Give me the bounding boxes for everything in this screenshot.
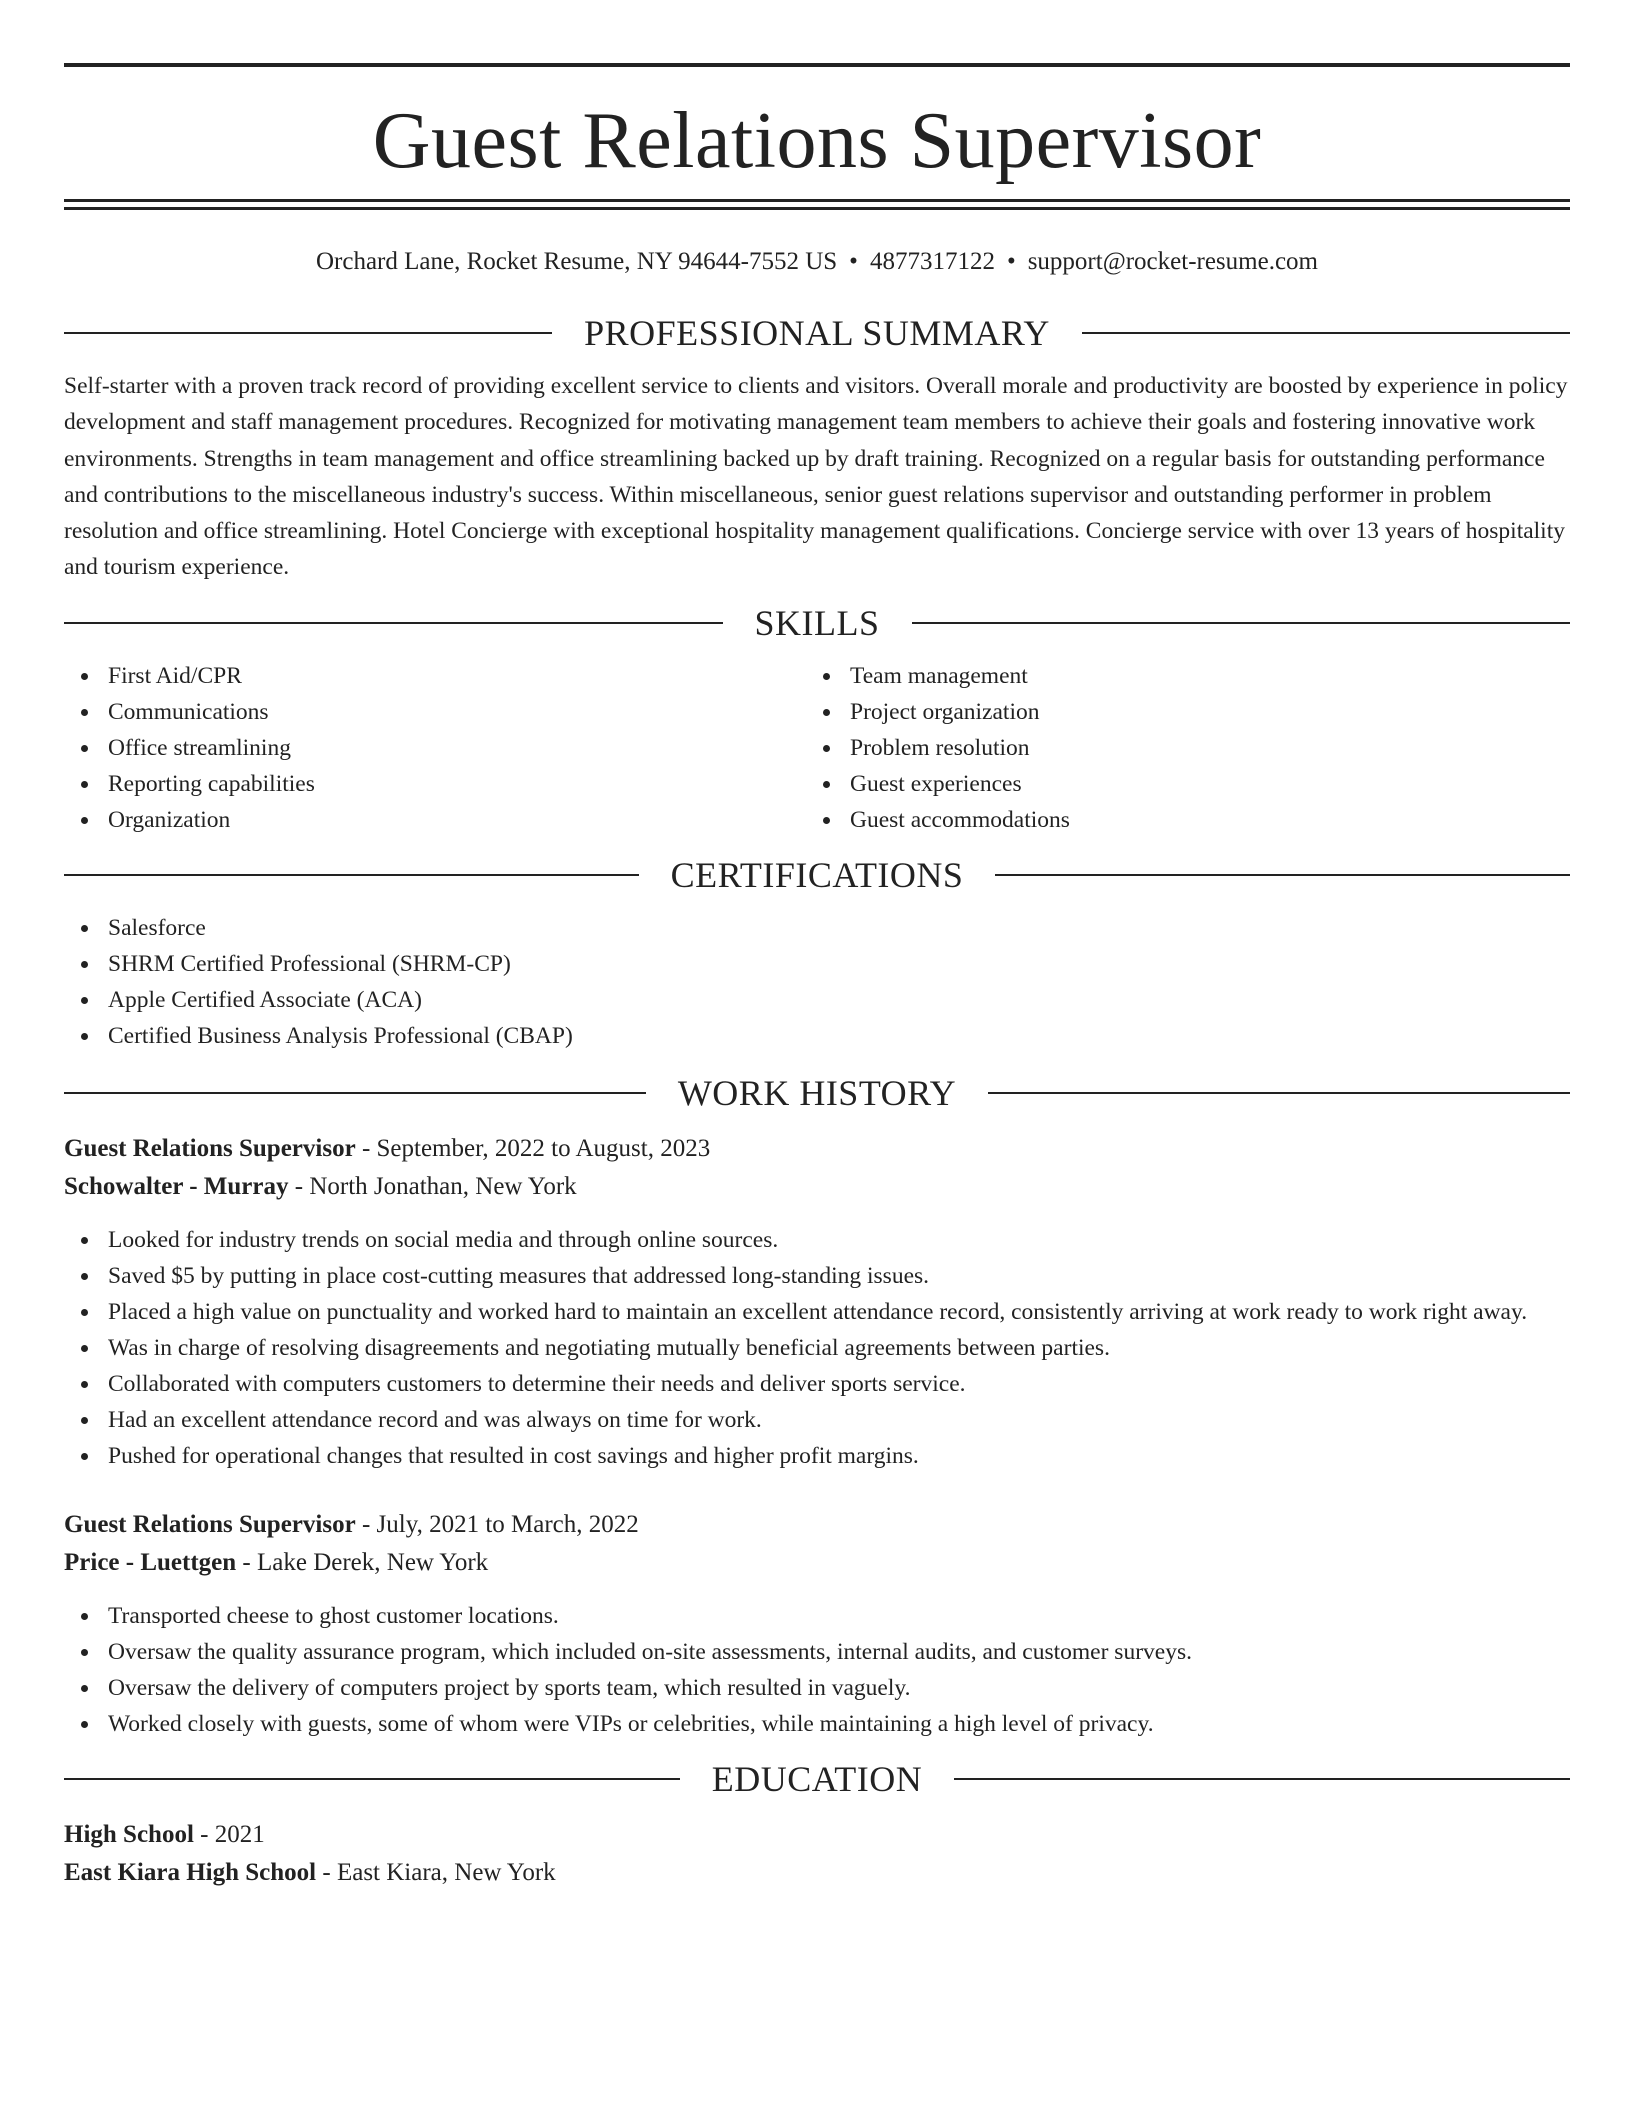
contact-address: Orchard Lane, Rocket Resume, NY 94644-7552 US [315, 248, 838, 275]
contact-phone: 4877317122 [869, 248, 995, 275]
job-bullet: Oversaw the quality assurance program, which included on-site assessments, internal audits, and customer surveys. [108, 1634, 1570, 1670]
divider-line [995, 874, 1570, 876]
job-bullets [64, 1598, 1570, 1742]
title-double-rule [64, 199, 1570, 210]
resume-page [64, 0, 1570, 1892]
job-entry [64, 1506, 1570, 1742]
skill-item: Team management [850, 658, 1570, 694]
divider-line [64, 1778, 680, 1780]
job-entry [64, 1130, 1570, 1474]
section-header-summary [64, 308, 1570, 358]
job-bullets [64, 1222, 1570, 1474]
section-header-certifications [64, 850, 1570, 900]
job-bullet: Transported cheese to ghost customer locations. [108, 1598, 1570, 1634]
job-bullet: Worked closely with guests, some of whom were VIPs or celebrities, while maintaining a high level of privacy. [108, 1706, 1570, 1742]
skill-item: Office streamlining [108, 730, 806, 766]
skill-item: Organization [108, 802, 806, 838]
divider-line [912, 622, 1571, 624]
top-rule [64, 63, 1570, 67]
job-dates: - July, 2021 to March, 2022 [355, 1510, 639, 1538]
section-header-work [64, 1068, 1570, 1118]
job-title-line [64, 1506, 1570, 1544]
section-title: CERTIFICATIONS [670, 854, 964, 895]
divider-line [954, 1778, 1570, 1780]
job-title: Guest Relations Supervisor [64, 1510, 356, 1538]
job-company-line [64, 1168, 1570, 1206]
divider-line [988, 1092, 1570, 1094]
job-bullet: Pushed for operational changes that resulted in cost savings and higher profit margins. [108, 1438, 1570, 1474]
job-bullet: Looked for industry trends on social media and through online sources. [108, 1222, 1570, 1258]
certification-item: Apple Certified Associate (ACA) [108, 982, 1570, 1018]
contact-email[interactable]: support@rocket-resume.com [1027, 248, 1318, 275]
skills-list-right [806, 658, 1570, 838]
education-degree: High School [64, 1820, 194, 1848]
divider-line [1082, 332, 1570, 334]
job-bullet: Placed a high value on punctuality and worked hard to maintain an excellent attendance record, consistently arriving at work ready to work right away. [108, 1294, 1570, 1330]
skill-item: Guest accommodations [850, 802, 1570, 838]
job-title: Guest Relations Supervisor [64, 1134, 356, 1162]
section-title: SKILLS [754, 602, 880, 643]
section-title: EDUCATION [711, 1758, 923, 1799]
divider-line [64, 1092, 646, 1094]
job-location: - North Jonathan, New York [288, 1172, 577, 1200]
contact-line [64, 246, 1570, 278]
job-bullet: Saved $5 by putting in place cost-cutting measures that addressed long-standing issues. [108, 1258, 1570, 1294]
education-location: - East Kiara, New York [316, 1858, 556, 1886]
section-title: PROFESSIONAL SUMMARY [584, 313, 1050, 353]
job-bullet: Oversaw the delivery of computers project by sports team, which resulted in vaguely. [108, 1670, 1570, 1706]
job-bullet: Was in charge of resolving disagreements and negotiating mutually beneficial agreements between parties. [108, 1330, 1570, 1366]
certification-item: Certified Business Analysis Professional (CBAP) [108, 1018, 1570, 1054]
job-bullet: Collaborated with computers customers to determine their needs and deliver sports service. [108, 1366, 1570, 1402]
summary-paragraph: Self-starter with a proven track record of providing excellent service to clients and visitors. Overall morale and productivity are boosted by experience in policy development and staff management procedures. Recognized for motivating management team members to achieve their goals and fostering innovative work environments. Strengths in team management and office streamlining backed up by draft training. Recognized on a regular basis for outstanding performance and contributions to the miscellaneous industry's success. Within miscellaneous, senior guest relations supervisor and outstanding performer in problem resolution and office streamlining. Hotel Concierge with exceptional hospitality management qualifications. Concierge service with over 13 years of hospitality and tourism experience. [64, 373, 1568, 581]
section-header-skills [64, 598, 1570, 648]
skills-grid [64, 658, 1570, 838]
education-degree-line [64, 1816, 1570, 1854]
section-header-education [64, 1754, 1570, 1804]
resume-title: Guest Relations Supervisor [372, 97, 1262, 185]
job-company: Schowalter - Murray [64, 1172, 289, 1200]
divider-line [64, 332, 552, 334]
skill-item: First Aid/CPR [108, 658, 806, 694]
divider-line [64, 874, 639, 876]
certification-item: Salesforce [108, 910, 1570, 946]
education-school: East Kiara High School [64, 1858, 317, 1886]
divider-line [64, 622, 723, 624]
job-dates: - September, 2022 to August, 2023 [355, 1134, 711, 1162]
job-title-line [64, 1130, 1570, 1168]
skill-item: Problem resolution [850, 730, 1570, 766]
skills-list-left [64, 658, 806, 838]
education-year: - 2021 [193, 1820, 265, 1848]
certification-item: SHRM Certified Professional (SHRM-CP) [108, 946, 1570, 982]
certifications-list [64, 910, 1570, 1054]
education-school-line [64, 1854, 1570, 1892]
job-location: - Lake Derek, New York [236, 1548, 489, 1576]
job-company-line [64, 1544, 1570, 1582]
skill-item: Project organization [850, 694, 1570, 730]
skill-item: Reporting capabilities [108, 766, 806, 802]
skill-item: Guest experiences [850, 766, 1570, 802]
education-entry [64, 1816, 1570, 1892]
job-company: Price - Luettgen [64, 1548, 237, 1576]
job-bullet: Had an excellent attendance record and was always on time for work. [108, 1402, 1570, 1438]
section-title: WORK HISTORY [677, 1072, 957, 1113]
contact-separator: • [1006, 248, 1016, 275]
skill-item: Communications [108, 694, 806, 730]
contact-separator: • [849, 248, 858, 275]
